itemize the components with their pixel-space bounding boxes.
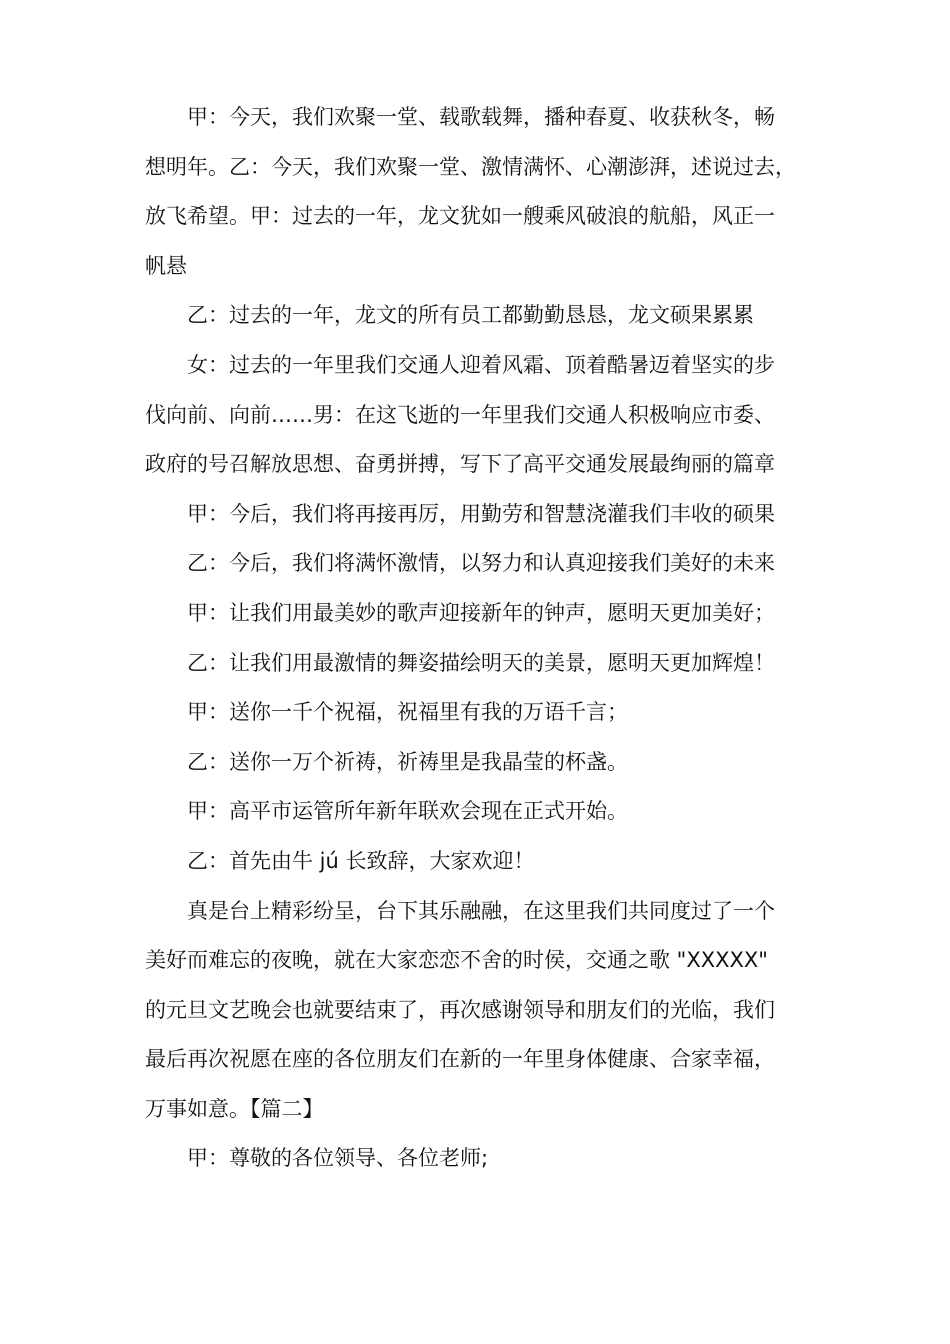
text-line: 甲：高平市运管所年新年联欢会现在正式开始。 xyxy=(187,799,628,824)
text-line: 放飞希望。甲：过去的一年，龙文犹如一艘乘风破浪的航船，风正一 xyxy=(145,204,775,229)
text-line: 想明年。乙：今天，我们欢聚一堂、激情满怀、心潮澎湃，述说过去， xyxy=(145,154,796,179)
text-line: 乙：今后，我们将满怀激情，以努力和认真迎接我们美好的未来 xyxy=(187,551,775,576)
paragraph-12 xyxy=(145,887,820,1135)
text-line: 乙：首先由牛 jú 长致辞，大家欢迎！ xyxy=(187,848,535,873)
text-line: 最后再次祝愿在座的各位朋友们在新的一年里身体健康、合家幸福， xyxy=(145,1047,775,1072)
text-line: 甲：今天，我们欢聚一堂、载歌载舞，播种春夏、收获秋冬，畅 xyxy=(187,105,775,129)
text-line: 真是台上精彩纷呈，台下其乐融融，在这里我们共同度过了一个 xyxy=(187,898,775,923)
paragraph-4 xyxy=(145,490,820,540)
text-line: 美好而难忘的夜晚，就在大家恋恋不舍的时侯，交通之歌 "XXXXX" xyxy=(145,948,768,973)
paragraph-13 xyxy=(145,1134,820,1184)
paragraph-3 xyxy=(145,341,820,490)
paragraph-2 xyxy=(145,291,820,341)
text-line: 甲：送你一千个祝福，祝福里有我的万语千言； xyxy=(187,700,628,725)
text-line: 甲：尊敬的各位领导、各位老师; xyxy=(187,1146,489,1171)
paragraph-11 xyxy=(145,837,820,887)
paragraph-10 xyxy=(145,787,820,837)
paragraph-1 xyxy=(145,93,820,291)
text-line: 甲：今后，我们将再接再厉，用勤劳和智慧浇灌我们丰收的硕果 xyxy=(187,501,775,526)
paragraph-7 xyxy=(145,639,820,689)
text-line: 政府的号召解放思想、奋勇拼搏，写下了高平交通发展最绚丽的篇章 xyxy=(145,452,775,477)
text-line: 帆悬 xyxy=(145,253,187,278)
text-line: 乙：让我们用最激情的舞姿描绘明天的美景，愿明天更加辉煌！ xyxy=(187,650,775,675)
text-line: 伐向前、向前……男：在这飞逝的一年里我们交通人积极响应市委、 xyxy=(145,402,775,427)
paragraph-5 xyxy=(145,539,820,589)
paragraph-9 xyxy=(145,738,820,788)
text-line: 乙：过去的一年，龙文的所有员工都勤勤恳恳，龙文硕果累累 xyxy=(187,303,754,328)
paragraph-8 xyxy=(145,688,820,738)
text-line: 万事如意。【篇二】 xyxy=(145,1096,324,1121)
text-line: 乙：送你一万个祈祷，祈祷里是我晶莹的杯盏。 xyxy=(187,749,628,774)
text-line: 的元旦文艺晚会也就要结束了，再次感谢领导和朋友们的光临，我们 xyxy=(145,997,775,1022)
text-line: 女：过去的一年里我们交通人迎着风霜、顶着酷暑迈着坚实的步 xyxy=(187,352,775,377)
text-line: 甲：让我们用最美妙的歌声迎接新年的钟声，愿明天更加美好； xyxy=(187,600,775,625)
paragraph-6 xyxy=(145,589,820,639)
document-body xyxy=(145,93,820,1184)
